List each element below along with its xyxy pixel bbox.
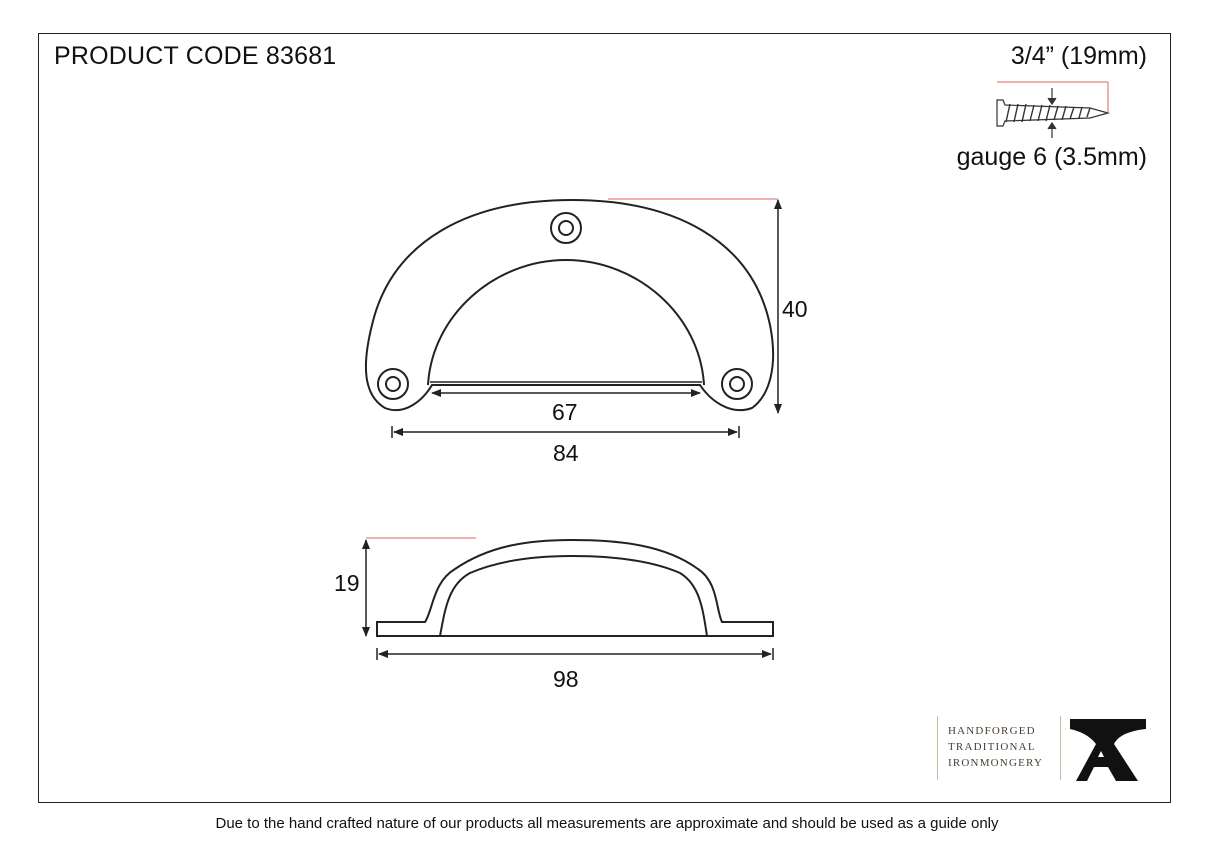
product-code: PRODUCT CODE 83681 bbox=[54, 42, 337, 70]
brand-wordmark bbox=[937, 716, 1061, 780]
screw-icon bbox=[997, 82, 1108, 138]
brand-line-2: TRADITIONAL bbox=[948, 741, 1036, 753]
overall-width-dimension-side: 98 bbox=[553, 666, 579, 692]
anvil-logo bbox=[1070, 719, 1146, 781]
overall-width-dimension-top: 84 bbox=[553, 440, 579, 466]
height-dimension-side: 19 bbox=[334, 570, 360, 596]
brand-line-1: HANDFORGED bbox=[948, 725, 1036, 737]
screw-length-label: 3/4” (19mm) bbox=[1010, 42, 1147, 70]
handle-top-view bbox=[366, 200, 773, 410]
disclaimer-text: Due to the hand crafted nature of our products all measurements are approximate and should be used as a guide only bbox=[215, 815, 999, 832]
screw-gauge-label: gauge 6 (3.5mm) bbox=[956, 143, 1147, 171]
brand-line-3: IRONMONGERY bbox=[948, 757, 1044, 769]
inner-width-dimension: 67 bbox=[552, 399, 578, 425]
handle-side-view bbox=[377, 540, 773, 636]
height-dimension-top: 40 bbox=[782, 296, 808, 322]
